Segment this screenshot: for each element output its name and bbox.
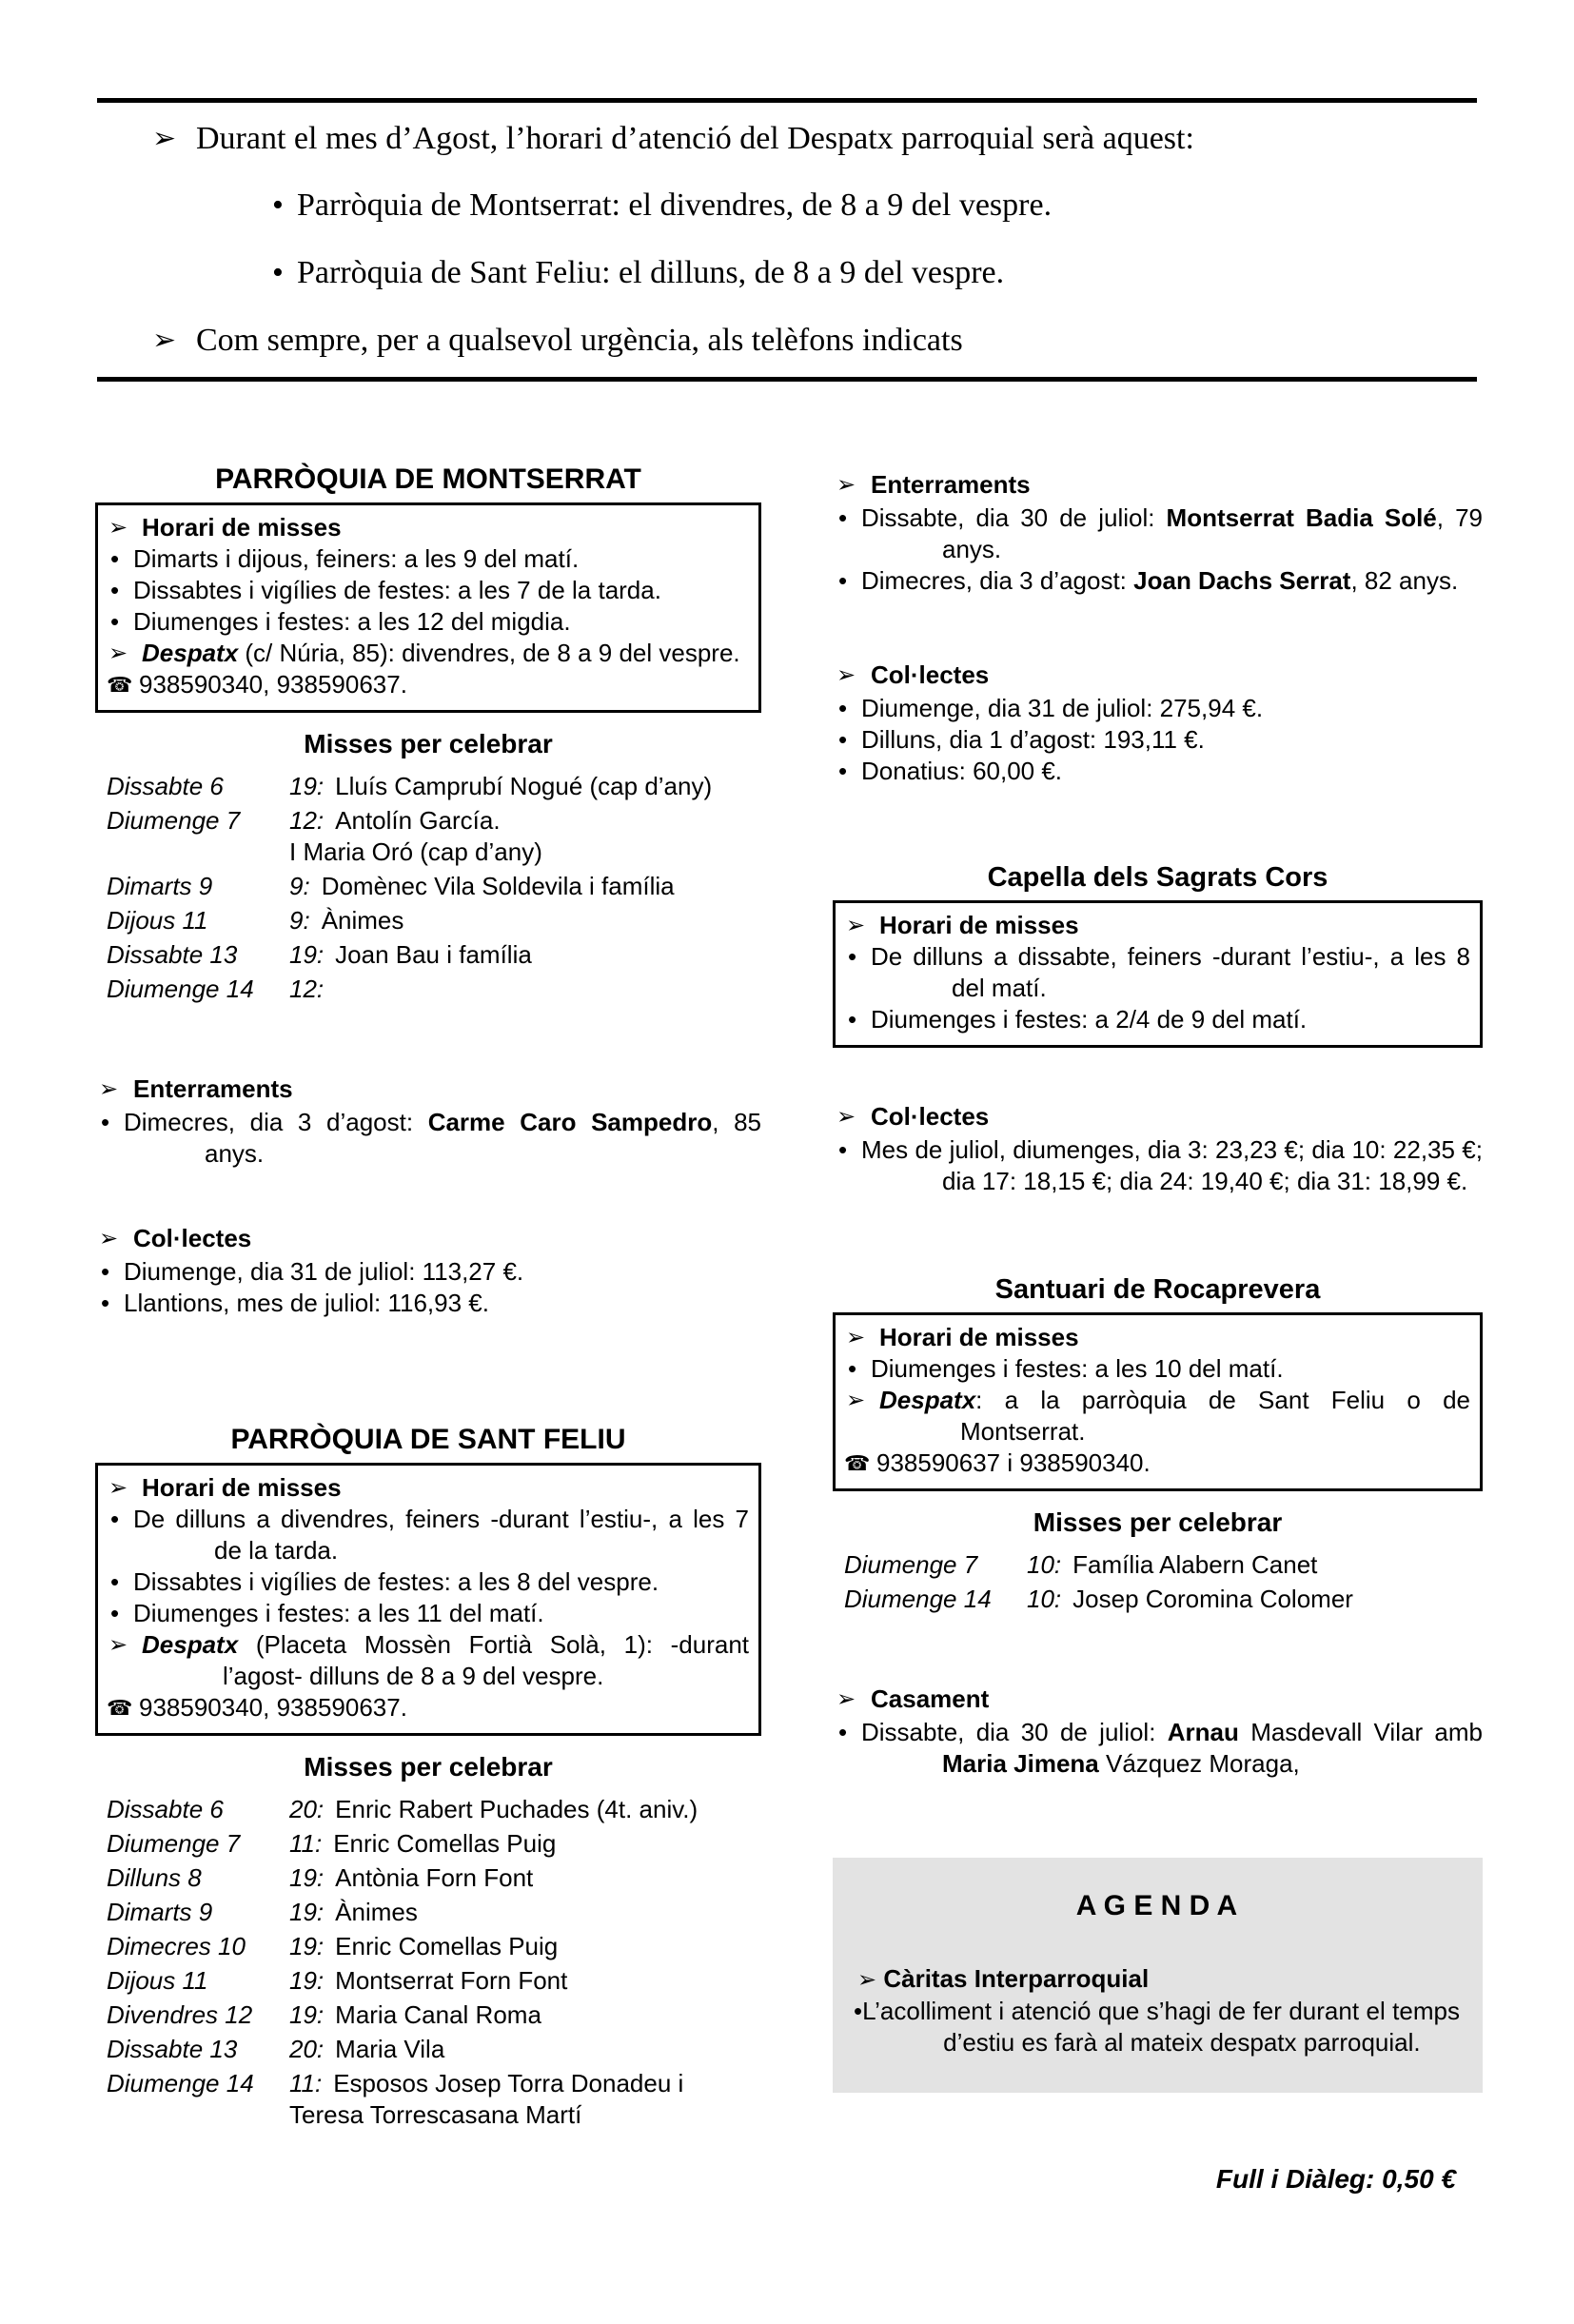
- section-heading-row: [854, 1963, 1460, 1996]
- header-line-1-text: Durant el mes d’Agost, l’horari d’atenció del Despatx parroquial serà aquest:: [196, 121, 1194, 156]
- mass-day: Dimecres 10: [107, 1932, 246, 1960]
- mass-row: [844, 1549, 1483, 1581]
- deceased-name: Carme Caro Sampedro: [427, 1108, 713, 1136]
- bullet-icon: •: [110, 1599, 120, 1627]
- bullet-icon: •: [101, 1108, 110, 1136]
- mass-text: Josep Coromina Colomer: [1072, 1585, 1353, 1613]
- mass-time: 19:: [289, 772, 325, 800]
- schedule-heading-row: [107, 512, 749, 543]
- mass-row: [107, 1931, 761, 1962]
- mass-text: Enric Comellas Puig: [335, 1932, 559, 1960]
- enterrament-text: [861, 565, 1483, 597]
- despatx-row: [844, 1385, 1470, 1448]
- phone-icon: ☎: [107, 673, 133, 697]
- bullet-icon: •: [848, 1354, 857, 1383]
- groom-name: Arnau: [1167, 1718, 1239, 1746]
- mass-text: Lluís Camprubí Nogué (cap d’any): [335, 772, 713, 800]
- mass-text: Enric Comellas Puig: [333, 1829, 557, 1858]
- mass-row: [844, 1584, 1483, 1615]
- arrow-icon: ➢: [836, 662, 856, 688]
- agenda-box: [833, 1858, 1483, 2093]
- text-segment: , 85 anys.: [205, 1108, 761, 1168]
- schedule-item-text: Dimarts i dijous, feiners: a les 9 del matí.: [133, 544, 580, 573]
- arrow-icon: ➢: [152, 123, 177, 154]
- mass-time: 11:: [289, 1829, 323, 1858]
- rocaprevera-title: Santuari de Rocaprevera: [994, 1274, 1321, 1305]
- list-item: [95, 1107, 761, 1170]
- phone-icon: ☎: [107, 1696, 133, 1720]
- schedule-item-text: Diumenges i festes: a 2/4 de 9 del matí.: [871, 1005, 1308, 1034]
- mass-time: 19:: [289, 2000, 325, 2029]
- schedule-item: [107, 606, 749, 638]
- section-heading: Enterraments: [871, 470, 1031, 499]
- text-segment: , 79 anys.: [942, 503, 1483, 563]
- schedule-item: [844, 941, 1470, 1004]
- despatx-label: Despatx: [142, 639, 239, 667]
- mass-day: Diumenge 7: [844, 1550, 978, 1579]
- header-bullet-1-text: Parròquia de Montserrat: el divendres, de 8 a 9 del vespre.: [297, 187, 1053, 223]
- mass-text-line2: I Maria Oró (cap d’any): [289, 837, 542, 866]
- schedule-heading: Horari de misses: [879, 911, 1079, 939]
- bullet-icon: •: [848, 942, 857, 971]
- section-heading-row: [833, 469, 1483, 501]
- schedule-heading-row: [844, 910, 1470, 941]
- mass-entry: [289, 1999, 761, 2031]
- mass-entry: [289, 2068, 761, 2131]
- mass-entry: [289, 1897, 761, 1928]
- mass-day: Dimarts 9: [107, 872, 213, 900]
- left-column: [95, 463, 761, 2134]
- section-heading: Col·lectes: [871, 660, 990, 689]
- mass-row: [107, 805, 761, 868]
- enterrament-text: [861, 502, 1483, 565]
- text-segment: Dissabte, dia 30 de juliol:: [861, 503, 1167, 532]
- mass-entry: [289, 2034, 761, 2065]
- schedule-item: [107, 1566, 749, 1598]
- enterrament-text: [124, 1107, 761, 1170]
- bullet-icon: •: [838, 566, 848, 595]
- collecte-text: Mes de juliol, diumenges, dia 3: 23,23 €; dia 10: 22,35 €; dia 17: 18,15 €; dia 24: 19,40 €; dia 31: 18,99 €.: [861, 1135, 1483, 1195]
- mass-entry: [289, 974, 761, 1005]
- santfeliu-schedule-box: [95, 1463, 761, 1736]
- mass-day: Dijous 11: [107, 1966, 208, 1995]
- bullet-icon: •: [854, 1997, 863, 2025]
- montserrat-enterraments-section: [95, 1073, 761, 1170]
- bullet-icon: •: [838, 694, 848, 722]
- schedule-item-text: De dilluns a divendres, feiners -durant l’estiu-, a les 7 de la tarda.: [133, 1505, 749, 1565]
- masses-heading: Misses per celebrar: [304, 1752, 553, 1782]
- bulletin-page: [0, 98, 1574, 2324]
- agenda-title: A G E N D A: [1075, 1890, 1238, 1921]
- section-heading: Enterraments: [133, 1074, 293, 1103]
- mass-text: Maria Vila: [335, 2035, 445, 2063]
- schedule-item-text: Diumenges i festes: a les 11 del matí.: [133, 1599, 544, 1627]
- despatx-rest: : a la parròquia de Sant Feliu o de Montserrat.: [960, 1386, 1470, 1446]
- mass-time: 19:: [289, 1966, 325, 1995]
- arrow-icon: ➢: [836, 1104, 856, 1130]
- despatx-text: [142, 1629, 749, 1692]
- arrow-icon: ➢: [836, 1686, 856, 1712]
- mass-row: [107, 974, 761, 1005]
- list-item: [833, 756, 1483, 787]
- mass-time: 11:: [289, 2069, 323, 2098]
- despatx-text: [879, 1385, 1470, 1448]
- header-notice: [97, 98, 1477, 382]
- casament-section: [833, 1684, 1483, 1780]
- arrow-icon: ➢: [152, 325, 177, 356]
- section-heading-row: [833, 1101, 1483, 1132]
- price-note: Full i Diàleg: 0,50 €: [1215, 2164, 1456, 2194]
- rocaprevera-schedule-box: [833, 1312, 1483, 1491]
- mass-text: Antònia Forn Font: [335, 1863, 534, 1892]
- despatx-rest: (c/ Núria, 85): divendres, de 8 a 9 del vespre.: [238, 639, 740, 667]
- section-heading: Col·lectes: [871, 1102, 990, 1131]
- mass-row: [107, 1999, 761, 2031]
- mass-entry: [289, 871, 761, 902]
- mass-time: 12:: [289, 975, 325, 1003]
- phone-icon: ☎: [844, 1451, 871, 1475]
- schedule-item: [844, 1004, 1470, 1035]
- header-bullet-item: [97, 252, 1467, 294]
- bullet-icon: •: [110, 544, 120, 573]
- mass-time: 19:: [289, 1898, 325, 1926]
- text-segment: Vázquez Moraga,: [1098, 1749, 1300, 1778]
- mass-entry: [1027, 1584, 1483, 1615]
- content-columns: [0, 463, 1574, 2195]
- mass-day: Diumenge 7: [107, 1829, 241, 1858]
- right-enterraments-section: [833, 469, 1483, 597]
- mass-day: Dilluns 8: [107, 1863, 202, 1892]
- santfeliu-title: PARRÒQUIA DE SANT FELIU: [230, 1424, 626, 1455]
- bullet-icon: •: [110, 1567, 120, 1596]
- text-segment: Dissabte, dia 30 de juliol:: [861, 1718, 1168, 1746]
- mass-time: 10:: [1027, 1550, 1062, 1579]
- mass-row: [107, 939, 761, 971]
- mass-entry: [289, 1965, 761, 1997]
- list-item: [833, 565, 1483, 597]
- section-heading-row: [95, 1223, 761, 1254]
- bullet-icon: •: [838, 725, 848, 754]
- text-segment: Dimecres, dia 3 d’agost:: [124, 1108, 428, 1136]
- mass-text: Antolín García.: [335, 806, 501, 835]
- mass-row: [107, 1862, 761, 1894]
- deceased-name: Montserrat Badia Solé: [1166, 503, 1437, 532]
- mass-day: Diumenge 14: [107, 2069, 254, 2098]
- schedule-item: [107, 575, 749, 606]
- schedule-item: [107, 1504, 749, 1566]
- bullet-icon: •: [838, 757, 848, 785]
- phone-row: [844, 1448, 1470, 1479]
- arrow-icon: ➢: [836, 472, 856, 498]
- list-item: [833, 502, 1483, 565]
- mass-row: [107, 2068, 761, 2131]
- despatx-row: [107, 1629, 749, 1692]
- bullet-icon: •: [838, 503, 848, 532]
- section-heading: Col·lectes: [133, 1224, 252, 1252]
- phone-row: [107, 669, 749, 700]
- montserrat-collectes-section: [95, 1223, 761, 1319]
- mass-day: Dissabte 13: [107, 2035, 238, 2063]
- phone-numbers: 938590637 i 938590340.: [876, 1448, 1151, 1477]
- mass-text: Maria Canal Roma: [335, 2000, 541, 2029]
- casament-text: [861, 1717, 1483, 1780]
- mass-time: 10:: [1027, 1585, 1062, 1613]
- bullet-icon: •: [272, 187, 284, 223]
- header-line: [97, 118, 1467, 160]
- mass-day: Dissabte 13: [107, 940, 238, 969]
- schedule-heading: Horari de misses: [142, 513, 342, 542]
- arrow-icon: ➢: [108, 1475, 128, 1501]
- header-line-2-text: Com sempre, per a qualsevol urgència, als telèfons indicats: [196, 323, 963, 358]
- mass-entry: [289, 1931, 761, 1962]
- list-item: [854, 1996, 1460, 2058]
- phone-row: [107, 1692, 749, 1723]
- bullet-icon: •: [838, 1135, 848, 1164]
- arrow-icon: ➢: [846, 1325, 866, 1350]
- text-segment: Dimecres, dia 3 d’agost:: [861, 566, 1134, 595]
- list-item: [833, 693, 1483, 724]
- mass-time: 9:: [289, 906, 310, 935]
- schedule-heading-row: [844, 1322, 1470, 1353]
- section-heading-row: [833, 660, 1483, 691]
- collecte-text: Llantions, mes de juliol: 116,93 €.: [124, 1289, 489, 1317]
- schedule-heading: Horari de misses: [879, 1323, 1079, 1351]
- header-bullet-item: [97, 185, 1467, 226]
- mass-day: Divendres 12: [107, 2000, 253, 2029]
- montserrat-title: PARRÒQUIA DE MONTSERRAT: [215, 463, 641, 495]
- mass-day: Diumenge 14: [107, 975, 254, 1003]
- mass-row: [107, 1794, 761, 1825]
- mass-text: Joan Bau i família: [335, 940, 532, 969]
- section-heading-row: [95, 1073, 761, 1105]
- mass-entry: [289, 1828, 761, 1860]
- mass-entry: [289, 1862, 761, 1894]
- text-segment: , 82 anys.: [1350, 566, 1459, 595]
- bullet-icon: •: [110, 607, 120, 636]
- despatx-row: [107, 638, 749, 669]
- arrow-icon: ➢: [99, 1226, 119, 1251]
- mass-row: [107, 871, 761, 902]
- bullet-icon: •: [848, 1005, 857, 1034]
- collecte-text: Diumenge, dia 31 de juliol: 275,94 €.: [861, 694, 1264, 722]
- capella-title: Capella dels Sagrats Cors: [987, 862, 1328, 893]
- deceased-name: Joan Dachs Serrat: [1133, 566, 1351, 595]
- arrow-icon: ➢: [846, 913, 866, 938]
- mass-time: 19:: [289, 1932, 325, 1960]
- schedule-heading: Horari de misses: [142, 1473, 342, 1502]
- mass-time: 20:: [289, 1795, 325, 1823]
- bullet-icon: •: [272, 255, 284, 290]
- arrow-icon: ➢: [846, 1388, 866, 1413]
- mass-row: [107, 771, 761, 802]
- right-collectes-section: [833, 660, 1483, 787]
- mass-row: [107, 905, 761, 936]
- montserrat-schedule-box: [95, 502, 761, 713]
- schedule-heading-row: [107, 1472, 749, 1504]
- phone-numbers: 938590340, 938590637.: [139, 1693, 407, 1722]
- mass-text: Ànimes: [335, 1898, 418, 1926]
- mass-entry: [289, 939, 761, 971]
- agenda-heading: Càritas Interparroquial: [883, 1964, 1150, 1993]
- schedule-item-text: Diumenges i festes: a les 10 del matí.: [871, 1354, 1284, 1383]
- schedule-item: [844, 1353, 1470, 1385]
- despatx-label: Despatx: [879, 1386, 976, 1414]
- mass-text: Montserrat Forn Font: [335, 1966, 568, 1995]
- bullet-icon: •: [101, 1289, 110, 1317]
- list-item: [833, 1717, 1483, 1780]
- mass-day: Diumenge 14: [844, 1585, 992, 1613]
- masses-heading: Misses per celebrar: [304, 729, 553, 758]
- despatx-text: [142, 638, 749, 669]
- mass-time: 20:: [289, 2035, 325, 2063]
- header-bullet-2-text: Parròquia de Sant Feliu: el dilluns, de 8 a 9 del vespre.: [297, 255, 1005, 290]
- collecte-text: Donatius: 60,00 €.: [861, 757, 1063, 785]
- schedule-item-text: Dissabtes i vigílies de festes: a les 7 de la tarda.: [133, 576, 661, 604]
- mass-day: Dimarts 9: [107, 1898, 213, 1926]
- capella-collectes-section: [833, 1101, 1483, 1197]
- mass-entry: [1027, 1549, 1483, 1581]
- mass-time: 9:: [289, 872, 310, 900]
- mass-time: 12:: [289, 806, 325, 835]
- phone-numbers: 938590340, 938590637.: [139, 670, 407, 699]
- schedule-item-text: De dilluns a dissabte, feiners -durant l’estiu-, a les 8 del matí.: [871, 942, 1470, 1002]
- schedule-item-text: Dissabtes i vigílies de festes: a les 8 del vespre.: [133, 1567, 659, 1596]
- arrow-icon: ➢: [857, 1967, 877, 1993]
- collecte-text: Diumenge, dia 31 de juliol: 113,27 €.: [124, 1257, 524, 1286]
- capella-schedule-box: [833, 900, 1483, 1048]
- mass-entry: [289, 905, 761, 936]
- bullet-icon: •: [838, 1718, 848, 1746]
- mass-text: Família Alabern Canet: [1072, 1550, 1318, 1579]
- schedule-item-text: Diumenges i festes: a les 12 del migdia.: [133, 607, 571, 636]
- mass-time: 19:: [289, 940, 325, 969]
- list-item: [833, 1134, 1483, 1197]
- mass-row: [107, 1965, 761, 1997]
- mass-entry: [289, 771, 761, 802]
- mass-day: Diumenge 7: [107, 806, 241, 835]
- mass-entry: [289, 805, 761, 868]
- header-line: [97, 320, 1467, 362]
- mass-row: [107, 2034, 761, 2065]
- despatx-label: Despatx: [142, 1630, 239, 1659]
- list-item: [95, 1256, 761, 1288]
- bride-name: Maria Jimena: [942, 1749, 1099, 1778]
- section-heading: Casament: [871, 1684, 990, 1713]
- mass-day: Dijous 11: [107, 906, 208, 935]
- mass-time: 19:: [289, 1863, 325, 1892]
- despatx-rest: (Placeta Mossèn Fortià Solà, 1): -durant l’agost- dilluns de 8 a 9 del vespre.: [223, 1630, 749, 1690]
- mass-day: Dissabte 6: [107, 1795, 224, 1823]
- mass-row: [107, 1897, 761, 1928]
- mass-entry: [289, 1794, 761, 1825]
- bullet-icon: •: [110, 576, 120, 604]
- bullet-icon: •: [110, 1505, 120, 1533]
- section-heading-row: [833, 1684, 1483, 1715]
- right-column: [833, 463, 1483, 2195]
- list-item: [833, 724, 1483, 756]
- schedule-item: [107, 543, 749, 575]
- agenda-text: L’acolliment i atenció que s’hagi de fer durant el temps d’estiu es farà al mateix despatx parroquial.: [862, 1997, 1460, 2057]
- collecte-text: Dilluns, dia 1 d’agost: 193,11 €.: [861, 725, 1205, 754]
- text-segment: Masdevall Vilar amb: [1238, 1718, 1483, 1746]
- arrow-icon: ➢: [99, 1076, 119, 1102]
- mass-text: Esposos Josep Torra Donadeu i Teresa Torrescasana Martí: [289, 2069, 684, 2129]
- masses-heading: Misses per celebrar: [1033, 1507, 1283, 1537]
- arrow-icon: ➢: [108, 640, 128, 666]
- mass-day: Dissabte 6: [107, 772, 224, 800]
- list-item: [95, 1288, 761, 1319]
- mass-text: Domènec Vila Soldevila i família: [321, 872, 675, 900]
- mass-text: Enric Rabert Puchades (4t. aniv.): [335, 1795, 698, 1823]
- mass-text: Ànimes: [321, 906, 404, 935]
- arrow-icon: ➢: [108, 1632, 128, 1658]
- arrow-icon: ➢: [108, 515, 128, 541]
- schedule-item: [107, 1598, 749, 1629]
- bullet-icon: •: [101, 1257, 110, 1286]
- mass-row: [107, 1828, 761, 1860]
